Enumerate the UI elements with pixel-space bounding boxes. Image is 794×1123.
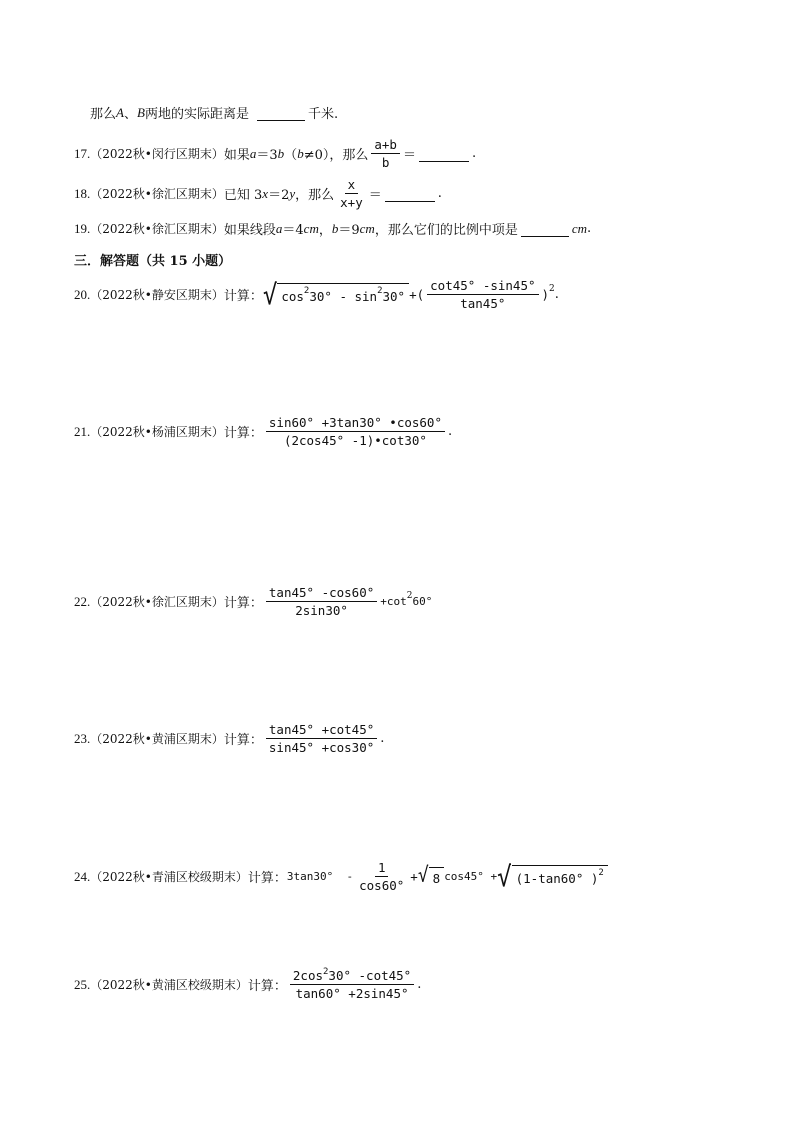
- question-20: 20. （2022秋•静安区期末） 计算： √ cos 2 30° - sin 2 30° +( $\frac{\cot 45^\circ -\sin 45^\circ}{\tan 45^\circ}$ ) 2 .: [74, 278, 559, 311]
- answer-blank[interactable]: [521, 221, 569, 237]
- fraction: $\frac{2\cos^230^\circ -\cot 45^\circ}{\tan 60^\circ +2\sin 45^\circ}$: [290, 968, 414, 1001]
- fraction: $\frac{x}{x+y}$: [340, 177, 363, 210]
- square-root: √ cos 2 30° - sin 2 30°: [263, 283, 409, 307]
- question-17: 17. （2022秋•闵行区期末） 如果 a ＝3 b （ b ≠0），那么 $\frac{a+b}{b}$ ＝ .: [74, 137, 477, 170]
- question-18: 18. （2022秋•徐汇区期末） 已知 3 x ＝2 y ，那么 $\frac{x}{x+y}$ ＝ .: [74, 177, 442, 210]
- section-title: 三．解答题（共 15 小题）: [74, 254, 232, 269]
- fraction: $\frac{\cot 45^\circ -\sin 45^\circ}{\tan 45^\circ}$: [427, 278, 538, 311]
- fraction: $\frac{\tan 45^\circ -\cos 60^\circ}{2\sin 30^\circ}$: [266, 585, 377, 618]
- answer-blank[interactable]: [385, 186, 435, 202]
- square-root: √ 8: [418, 867, 444, 886]
- fraction: $\frac{\tan 45^\circ +\cot 45^\circ}{\sin 45^\circ +\cos 30^\circ}$: [266, 722, 377, 755]
- answer-blank[interactable]: [419, 146, 469, 162]
- question-21: 21. （2022秋•杨浦区期末） 计算： $\frac{\sin 60^\circ +3\tan 30^\circ •\cos 60^\circ}{(2\cos 45^\circ -1)•\cot 30^\circ}$ .: [74, 415, 453, 448]
- question-22: 22. （2022秋•徐汇区期末） 计算： $\frac{\tan 45^\circ -\cos 60^\circ}{2\sin 30^\circ}$ +cot 2 60°: [74, 585, 433, 618]
- answer-blank[interactable]: [257, 105, 305, 121]
- fraction: $\frac{1}{\cos 60^\circ}$: [359, 860, 405, 893]
- q16-tail: 那么 A 、 B 两地的实际距离是 千米.: [90, 104, 339, 122]
- question-23: 23. （2022秋•黄浦区期末） 计算： $\frac{\tan 45^\circ +\cot 45^\circ}{\sin 45^\circ +\cos 30^\circ}$ .: [74, 722, 385, 755]
- fraction: $\frac{a+b}{b}$: [371, 137, 400, 170]
- question-24: 24. （2022秋•青浦区校级期末） 计算： 3tan30° - $\frac{1}{\cos 60^\circ}$ + √ 8 cos45° + √ (1-tan60° ) 2: [74, 860, 608, 893]
- square-root: √ (1-tan60° ) 2: [497, 865, 608, 889]
- question-25: 25. （2022秋•黄浦区校级期末） 计算： $\frac{2\cos^230^\circ -\cot 45^\circ}{\tan 60^\circ +2\sin 45^\circ}$ .: [74, 967, 422, 1001]
- fraction: $\frac{\sin 60^\circ +3\tan 30^\circ •\cos 60^\circ}{(2\cos 45^\circ -1)•\cot 30^\circ}$: [266, 415, 445, 448]
- question-19: 19. （2022秋•徐汇区期末） 如果线段 a ＝4 cm ， b ＝9 cm ，那么它们的比例中项是 cm .: [74, 220, 592, 238]
